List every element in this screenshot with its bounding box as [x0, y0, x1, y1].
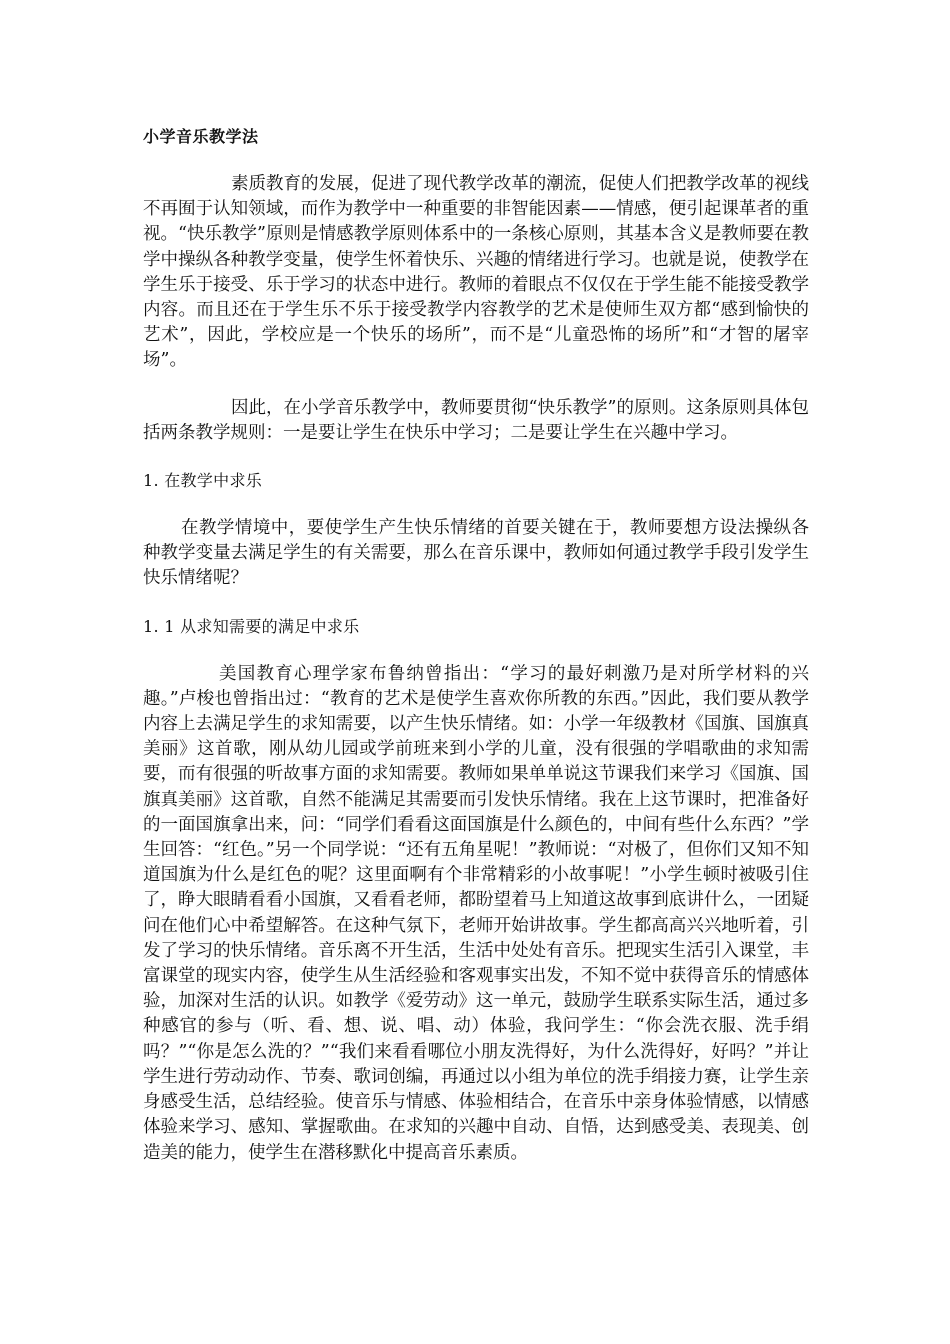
paragraph-section-1-1: 美国教育心理学家布鲁纳曾指出：“学习的最好刺激乃是对所学材料的兴趣。”卢梭也曾指出过：“教育的艺术是使学生喜欢你所教的东西。”因此，我们要从教学内容上去满足学生的求知需要，以产生快乐情绪。如：小学一年级教材《国旗、国旗真美丽》这首歌，刚从幼儿园或学前班来到小学的儿童，没有很强的学唱歌曲的求知需要，而有很强的听故事方面的求知需要。教师如果单单说这节课我们来学习《国旗、国旗真美丽》这首歌，自然不能满足其需要而引发快乐情绪。我在上这节课时，把准备好的一面国旗拿出来，问：“同学们看看这面国旗是什么颜色的，中间有些什么东西？”学生回答：“红色。”另一个同学说：“还有五角星呢！”教师说：“对极了，但你们又知不知道国旗为什么是红色的呢？这里面啊有个非常精彩的小故事呢！”小学生顿时被吸引住了，睁大眼睛看看小国旗，又看看老师，都盼望着马上知道这故事到底讲什么，一团疑问在他们心中希望解答。在这种气氛下，老师开始讲故事。学生都高高兴兴地听着，引发了学习的快乐情绪。音乐离不开生活，生活中处处有音乐。把现实生活引入课堂，丰富课堂的现实内容，使学生从生活经验和客观事实出发，不知不觉中获得音乐的情感体验，加深对生活的认识。如教学《爱劳动》这一单元，鼓励学生联系实际生活，通过多种感官的参与（听、看、想、说、唱、动）体验，我问学生：“你会洗衣服、洗手绢吗？”“你是怎么洗的？”“我们来看看哪位小朋友洗得好，为什么洗得好，好吗？”并让学生进行劳动动作、节奏、歌词创编，再通过以小组为单位的洗手绢接力赛，让学生亲身感受生活，总结经验。使音乐与情感、体验相结合，在音乐中亲身体验情感，以情感体验来学习、感知、掌握歌曲。在求知的兴趣中自动、自悟，达到感受美、表现美、创造美的能力，使学生在潜移默化中提高音乐素质。	[143, 663, 809, 1163]
section-heading-1-1: 1. 1 从求知需要的满足中求乐	[143, 616, 360, 636]
section-heading-1: 1. 在教学中求乐	[143, 471, 263, 491]
paragraph-intro: 素质教育的发展，促进了现代教学改革的潮流，促使人们把教学改革的视线不再囿于认知领域，而作为教学中一种重要的非智能因素——情感，便引起课革者的重视。“快乐教学”原则是情感教学原则体系中的一条核心原则，其基本含义是教师要在教学中操纵各种教学变量，使学生怀着快乐、兴趣的情绪进行学习。也就是说，使教学在学生乐于接受、乐于学习的状态中进行。教师的着眼点不仅仅在于学生能不能接受教学内容。而且还在于学生乐不乐于接受教学内容教学的艺术是使师生双方都“感到愉快的艺术”，因此，学校应是一个快乐的场所”，而不是“儿童恐怖的场所”和“才智的屠宰场”。	[143, 174, 809, 371]
document-title: 小学音乐教学法	[143, 127, 259, 146]
document-page	[143, 124, 809, 1166]
paragraph-section-1: 在教学情境中，要使学生产生快乐情绪的首要关键在于，教师要想方设法操纵各种教学变量去满足学生的有关需要，那么在音乐课中，教师如何通过教学手段引发学生快乐情绪呢？	[143, 518, 809, 589]
paragraph-principle: 因此，在小学音乐教学中，教师要贯彻“快乐教学”的原则。这条原则具体包括两条教学规则：一是要让学生在快乐中学习；二是要让学生在兴趣中学习。	[143, 397, 809, 443]
